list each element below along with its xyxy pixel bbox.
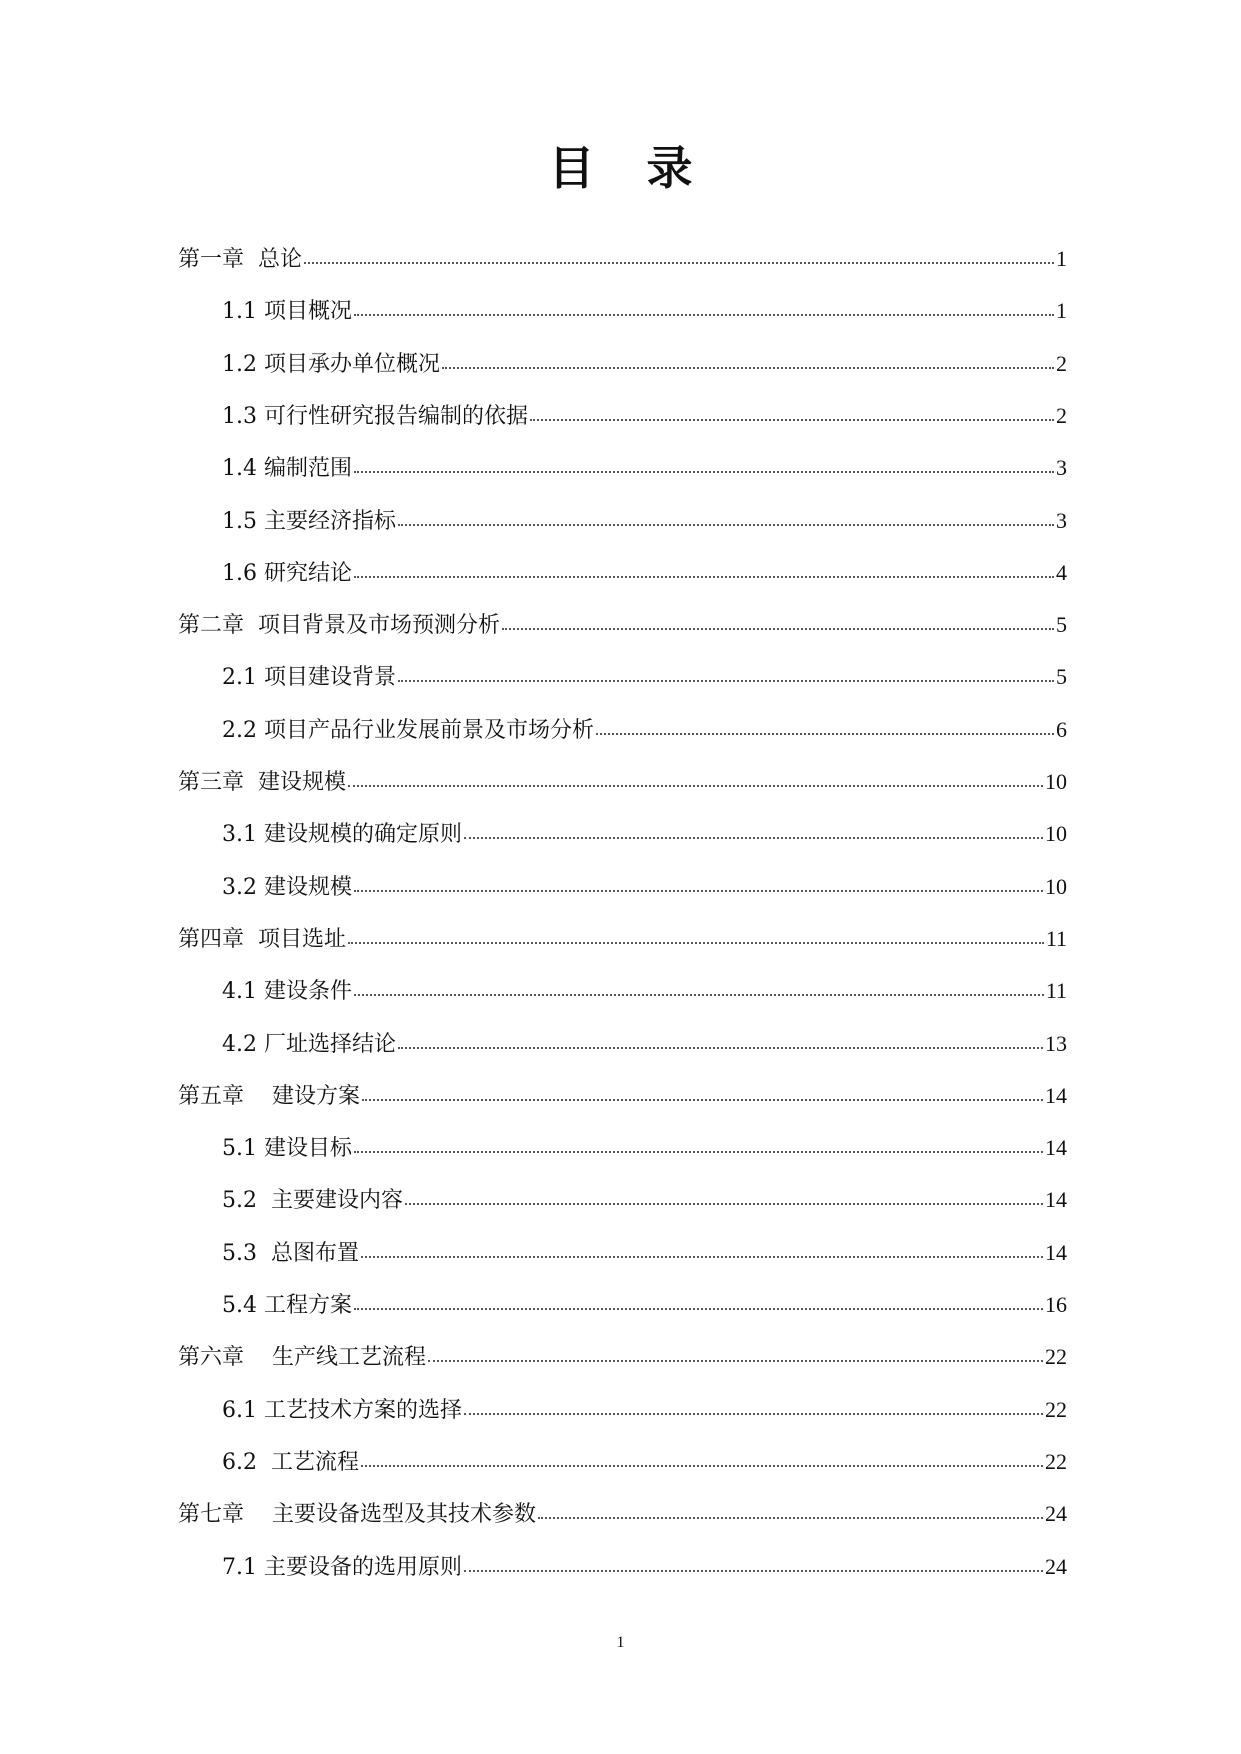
toc-dot-leader [362, 1099, 1043, 1101]
toc-section-entry [222, 1182, 1067, 1218]
toc-dot-leader [405, 1203, 1043, 1205]
toc-entry-label: 2.2 项目产品行业发展前景及市场分析 [222, 717, 594, 743]
toc-entry-page-number: 10 [1045, 821, 1067, 847]
toc-section-entry [222, 973, 1067, 1009]
page-number: 1 [616, 1634, 625, 1651]
toc-section-entry [222, 869, 1067, 905]
toc-entry-page-number: 24 [1045, 1553, 1067, 1579]
toc-entry-label: 4.2 厂址选择结论 [222, 1031, 396, 1057]
toc-chapter-entry [178, 921, 1067, 957]
toc-dot-leader [354, 1308, 1043, 1310]
toc-entry-page-number: 14 [1045, 1082, 1067, 1108]
toc-section-entry [222, 293, 1067, 329]
toc-dot-leader [354, 994, 1044, 996]
toc-entry-label: 第四章 项目选址 [178, 926, 346, 952]
toc-dot-leader [464, 837, 1043, 839]
toc-dot-leader [596, 733, 1054, 735]
toc-entry-page-number: 5 [1056, 612, 1067, 638]
toc-entry-label: 5.2 主要建设内容 [222, 1188, 403, 1214]
toc-entry-label: 3.1 建设规模的确定原则 [222, 822, 462, 848]
toc-dot-leader [348, 942, 1044, 944]
toc-entry-label: 第六章 生产线工艺流程 [178, 1345, 426, 1371]
toc-entry-page-number: 22 [1045, 1344, 1067, 1370]
toc-entry-label: 5.1 建设目标 [222, 1136, 352, 1162]
toc-entry-page-number: 2 [1056, 402, 1067, 428]
toc-entry-page-number: 4 [1056, 559, 1067, 585]
toc-entry-label: 7.1 主要设备的选用原则 [222, 1554, 462, 1580]
toc-section-entry [222, 1026, 1067, 1062]
toc-dot-leader [361, 1465, 1043, 1467]
toc-entry-label: 第一章 总论 [178, 247, 302, 272]
toc-entry-page-number: 14 [1045, 1187, 1067, 1213]
toc-entry-label: 第五章 建设方案 [178, 1083, 360, 1109]
toc-entry-label: 1.2 项目承办单位概况 [222, 351, 440, 377]
toc-section-entry [222, 1130, 1067, 1166]
toc-entry-label: 1.4 编制范围 [222, 456, 352, 482]
toc-entry-page-number: 2 [1056, 350, 1067, 376]
toc-entry-page-number: 6 [1056, 716, 1067, 742]
toc-entry-page-number: 11 [1045, 978, 1067, 1004]
toc-dot-leader [464, 1413, 1043, 1415]
toc-section-entry [222, 1287, 1067, 1323]
toc-entry-label: 5.3 总图布置 [222, 1240, 359, 1266]
toc-dot-leader [442, 367, 1054, 369]
toc-entry-label: 6.1 工艺技术方案的选择 [222, 1397, 462, 1423]
toc-entry-label: 5.4 工程方案 [222, 1293, 352, 1318]
toc-chapter-entry [178, 1078, 1067, 1114]
toc-dot-leader [502, 628, 1054, 630]
toc-entry-page-number: 10 [1045, 873, 1067, 899]
toc-section-entry [222, 659, 1067, 695]
toc-dot-leader [304, 262, 1054, 264]
toc-dot-leader [538, 1517, 1043, 1519]
toc-entry-label: 1.6 研究结论 [222, 560, 352, 586]
toc-dot-leader [464, 1570, 1043, 1572]
toc-section-entry [222, 1392, 1067, 1428]
toc-entry-page-number: 3 [1056, 507, 1067, 533]
toc-dot-leader [428, 1360, 1043, 1362]
toc-section-entry [222, 816, 1067, 852]
toc-section-entry [222, 450, 1067, 486]
toc-chapter-entry [178, 241, 1067, 277]
toc-entry-page-number: 3 [1056, 455, 1067, 481]
toc-entry-page-number: 11 [1045, 925, 1067, 951]
toc-entry-label: 1.5 主要经济指标 [222, 508, 396, 534]
toc-dot-leader [361, 1256, 1043, 1258]
toc-entry-label: 1.3 可行性研究报告编制的依据 [222, 403, 528, 429]
toc-section-entry [222, 503, 1067, 539]
toc-dot-leader [398, 1047, 1043, 1049]
toc-entry-page-number: 1 [1056, 246, 1067, 271]
page-title: 目录 [548, 141, 745, 195]
toc-section-entry [222, 398, 1067, 434]
toc-entry-label: 6.2 工艺流程 [222, 1449, 359, 1475]
toc-dot-leader [530, 419, 1054, 421]
toc-entry-page-number: 14 [1045, 1135, 1067, 1161]
toc-chapter-entry [178, 764, 1067, 800]
toc-entry-page-number: 22 [1045, 1448, 1067, 1474]
toc-entry-label: 3.2 建设规模 [222, 874, 352, 900]
toc-entry-page-number: 16 [1045, 1292, 1067, 1317]
toc-entry-label: 2.1 项目建设背景 [222, 665, 396, 691]
toc-entry-label: 1.1 项目概况 [222, 299, 352, 325]
toc-dot-leader [398, 524, 1054, 526]
toc-section-entry [222, 1444, 1067, 1480]
toc-dot-leader [354, 1151, 1043, 1153]
toc-chapter-entry [178, 1339, 1067, 1375]
toc-section-entry [222, 712, 1067, 748]
toc-entry-label: 第二章 项目背景及市场预测分析 [178, 613, 500, 639]
toc-section-entry [222, 346, 1067, 382]
toc-chapter-entry [178, 1496, 1067, 1532]
toc-chapter-entry [178, 607, 1067, 643]
toc-entry-page-number: 5 [1056, 664, 1067, 690]
toc-entry-page-number: 1 [1056, 298, 1067, 324]
toc-entry-page-number: 24 [1045, 1501, 1067, 1527]
toc-section-entry [222, 555, 1067, 591]
toc-entry-page-number: 22 [1045, 1396, 1067, 1422]
toc-dot-leader [354, 471, 1054, 473]
toc-dot-leader [348, 785, 1043, 787]
toc-entry-label: 4.1 建设条件 [222, 979, 352, 1005]
toc-section-entry [222, 1235, 1067, 1271]
toc-entry-label: 第七章 主要设备选型及其技术参数 [178, 1502, 536, 1528]
toc-entry-page-number: 10 [1045, 769, 1067, 794]
toc-entry-page-number: 14 [1045, 1239, 1067, 1265]
toc-dot-leader [354, 890, 1043, 892]
toc-dot-leader [354, 576, 1054, 578]
toc-entry-page-number: 13 [1045, 1030, 1067, 1056]
toc-entry-label: 第三章 建设规模 [178, 770, 346, 795]
toc-dot-leader [398, 680, 1054, 682]
toc-dot-leader [354, 314, 1054, 316]
toc-section-entry [222, 1549, 1067, 1585]
